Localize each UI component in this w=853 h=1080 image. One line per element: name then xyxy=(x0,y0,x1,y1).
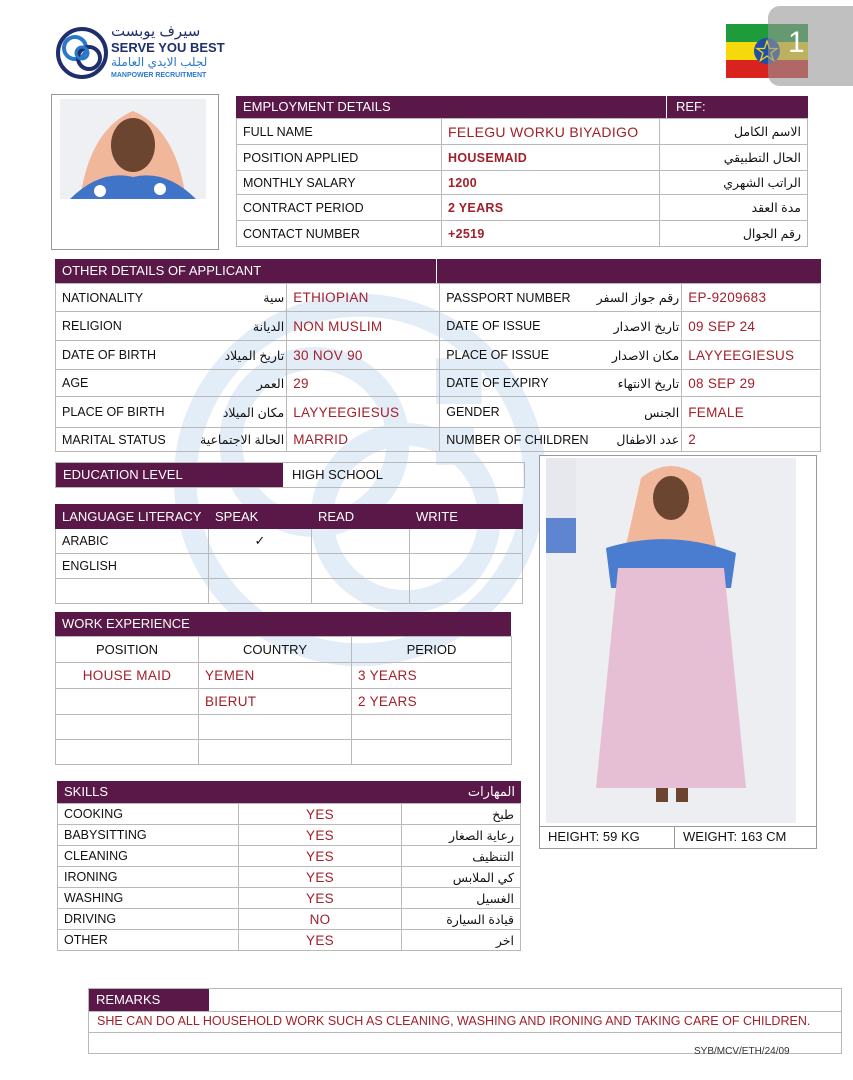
other-details-row xyxy=(56,341,821,370)
language-read xyxy=(312,529,410,554)
skill-value: NO xyxy=(239,909,402,930)
right-field-arabic: رقم جواز السفر xyxy=(595,284,682,312)
passport-photo-frame xyxy=(51,94,219,250)
language-name xyxy=(56,579,209,604)
weight-label: WEIGHT: 163 CM xyxy=(683,829,787,844)
work-period: 2 YEARS xyxy=(352,689,512,715)
logo-icon xyxy=(55,26,109,80)
work-table xyxy=(55,636,512,765)
work-row xyxy=(56,689,512,715)
left-field-label: MARITAL STATUS xyxy=(56,428,199,452)
skill-value: YES xyxy=(239,804,402,825)
skill-arabic: كي الملابس xyxy=(402,867,521,888)
skill-value: YES xyxy=(239,867,402,888)
skill-arabic: طبخ xyxy=(402,804,521,825)
company-logo xyxy=(55,22,225,86)
right-field-arabic: عدد الاطفال xyxy=(595,428,682,452)
language-read xyxy=(312,579,410,604)
work-row xyxy=(56,663,512,689)
lang-header-write: WRITE xyxy=(410,505,523,529)
full-body-photo xyxy=(546,458,796,823)
skill-name: IRONING xyxy=(58,867,239,888)
right-field-value: EP-9209683 xyxy=(682,284,821,312)
right-field-label: DATE OF ISSUE xyxy=(440,312,595,341)
employment-arabic-label: مدة العقد xyxy=(660,195,808,221)
language-row xyxy=(56,554,523,579)
skill-value: YES xyxy=(239,825,402,846)
left-field-label: RELIGION xyxy=(56,312,199,341)
logo-tagline: MANPOWER RECRUITMENT xyxy=(111,72,207,79)
left-field-arabic: سية xyxy=(198,284,287,312)
other-details-row xyxy=(56,397,821,428)
language-write xyxy=(410,554,523,579)
remarks-box xyxy=(88,988,842,1054)
skill-row xyxy=(58,825,521,846)
right-field-label: DATE OF EXPIRY xyxy=(440,370,595,397)
employment-value: HOUSEMAID xyxy=(442,145,660,171)
employment-row xyxy=(237,119,808,145)
employment-row xyxy=(237,145,808,171)
left-field-value: 30 NOV 90 xyxy=(287,341,440,370)
right-field-label: PLACE OF ISSUE xyxy=(440,341,595,370)
passport-photo xyxy=(60,99,206,199)
skill-value: YES xyxy=(239,930,402,951)
right-field-label: PASSPORT NUMBER xyxy=(440,284,595,312)
skills-title: SKILLS xyxy=(64,784,109,799)
skill-name: COOKING xyxy=(58,804,239,825)
employment-value: 1200 xyxy=(442,171,660,195)
education-label: EDUCATION LEVEL xyxy=(56,463,283,487)
full-body-photo-frame xyxy=(539,455,817,849)
work-country: BIERUT xyxy=(199,689,352,715)
employment-value: FELEGU WORKU BIYADIGO xyxy=(442,119,660,145)
skill-arabic: رعاية الصغار xyxy=(402,825,521,846)
logo-arabic-tagline: لجلب الايدي العاملة xyxy=(111,55,208,69)
left-field-arabic: الديانة xyxy=(198,312,287,341)
skills-arabic-title: المهارات xyxy=(467,784,515,799)
lang-header-literacy: LANGUAGE LITERACY xyxy=(56,505,209,529)
logo-brand: SERVE YOU BEST xyxy=(111,40,225,55)
left-field-label: NATIONALITY xyxy=(56,284,199,312)
employment-value: +2519 xyxy=(442,221,660,247)
language-speak xyxy=(209,554,312,579)
skill-name: WASHING xyxy=(58,888,239,909)
employment-header xyxy=(236,96,808,118)
skill-name: DRIVING xyxy=(58,909,239,930)
work-position: HOUSE MAID xyxy=(56,663,199,689)
skill-name: OTHER xyxy=(58,930,239,951)
work-col-position: POSITION xyxy=(56,637,199,663)
language-write xyxy=(410,529,523,554)
skills-header xyxy=(57,781,521,803)
work-title: WORK EXPERIENCE xyxy=(62,616,190,631)
skill-name: CLEANING xyxy=(58,846,239,867)
work-position xyxy=(56,740,199,765)
right-field-value: LAYYEEGIESUS xyxy=(682,341,821,370)
skill-row xyxy=(58,930,521,951)
employment-label: POSITION APPLIED xyxy=(237,145,442,171)
language-row xyxy=(56,529,523,554)
left-field-value: ETHIOPIAN xyxy=(287,284,440,312)
language-speak: ✓ xyxy=(209,529,312,554)
skill-row xyxy=(58,804,521,825)
other-details-row xyxy=(56,370,821,397)
employment-label: FULL NAME xyxy=(237,119,442,145)
right-field-arabic: تاريخ الانتهاء xyxy=(595,370,682,397)
skill-value: YES xyxy=(239,888,402,909)
left-field-arabic: مكان الميلاد xyxy=(198,397,287,428)
work-period xyxy=(352,740,512,765)
right-field-value: 08 SEP 29 xyxy=(682,370,821,397)
skill-row xyxy=(58,909,521,930)
employment-arabic-label: الاسم الكامل xyxy=(660,119,808,145)
left-field-value: MARRID xyxy=(287,428,440,452)
employment-label: CONTACT NUMBER xyxy=(237,221,442,247)
skill-row xyxy=(58,867,521,888)
skill-arabic: الغسيل xyxy=(402,888,521,909)
work-country: YEMEN xyxy=(199,663,352,689)
other-details-title: OTHER DETAILS OF APPLICANT xyxy=(62,263,262,278)
work-period: 3 YEARS xyxy=(352,663,512,689)
skill-arabic: اخر xyxy=(402,930,521,951)
left-field-label: DATE OF BIRTH xyxy=(56,341,199,370)
left-field-label: AGE xyxy=(56,370,199,397)
remarks-text: SHE CAN DO ALL HOUSEHOLD WORK SUCH AS CLEANING, WASHING AND IRONING AND TAKING CARE OF CHILDREN. xyxy=(97,1014,811,1028)
right-field-value: 09 SEP 24 xyxy=(682,312,821,341)
page-badge-number: 1 xyxy=(788,26,805,59)
language-table xyxy=(55,504,523,604)
skill-row xyxy=(58,888,521,909)
employment-row xyxy=(237,171,808,195)
lang-header-speak: SPEAK xyxy=(209,505,312,529)
employment-table xyxy=(236,118,808,247)
lang-header-read: READ xyxy=(312,505,410,529)
other-details-row xyxy=(56,312,821,341)
work-country xyxy=(199,715,352,740)
other-details-header xyxy=(55,259,821,283)
left-field-value: LAYYEEGIESUS xyxy=(287,397,440,428)
other-details-table xyxy=(55,283,821,452)
work-col-period: PERIOD xyxy=(352,637,512,663)
skill-arabic: التنظيف xyxy=(402,846,521,867)
work-country xyxy=(199,740,352,765)
work-period xyxy=(352,715,512,740)
height-label: HEIGHT: 59 KG xyxy=(548,829,640,844)
left-field-value: NON MUSLIM xyxy=(287,312,440,341)
other-details-row xyxy=(56,428,821,452)
work-row xyxy=(56,740,512,765)
employment-title: EMPLOYMENT DETAILS xyxy=(243,99,391,114)
work-header xyxy=(55,612,511,636)
right-field-value: 2 xyxy=(682,428,821,452)
right-field-value: FEMALE xyxy=(682,397,821,428)
skill-name: BABYSITTING xyxy=(58,825,239,846)
other-details-row xyxy=(56,284,821,312)
language-row xyxy=(56,579,523,604)
skill-arabic: قيادة السيارة xyxy=(402,909,521,930)
employment-arabic-label: رقم الجوال xyxy=(660,221,808,247)
left-field-label: PLACE OF BIRTH xyxy=(56,397,199,428)
logo-arabic-name: سيرف يوبست xyxy=(111,23,201,40)
document-code: SYB/MCV/ETH/24/09 xyxy=(694,1046,790,1057)
right-field-label: NUMBER OF CHILDREN xyxy=(440,428,595,452)
left-field-arabic: تاريخ الميلاد xyxy=(198,341,287,370)
work-col-country: COUNTRY xyxy=(199,637,352,663)
right-field-arabic: تاريخ الاصدار xyxy=(595,312,682,341)
work-position xyxy=(56,689,199,715)
employment-row xyxy=(237,221,808,247)
employment-value: 2 YEARS xyxy=(442,195,660,221)
right-field-label: GENDER xyxy=(440,397,595,428)
remarks-label: REMARKS xyxy=(89,989,209,1011)
employment-arabic-label: الراتب الشهري xyxy=(660,171,808,195)
left-field-arabic: العمر xyxy=(198,370,287,397)
skill-value: YES xyxy=(239,846,402,867)
employment-label: MONTHLY SALARY xyxy=(237,171,442,195)
work-row xyxy=(56,715,512,740)
left-field-arabic: الحالة الاجتماعية xyxy=(198,428,287,452)
skills-table xyxy=(57,803,521,951)
left-field-value: 29 xyxy=(287,370,440,397)
right-field-arabic: الجنس xyxy=(595,397,682,428)
employment-label: CONTRACT PERIOD xyxy=(237,195,442,221)
employment-arabic-label: الحال التطبيقي xyxy=(660,145,808,171)
language-name: ENGLISH xyxy=(56,554,209,579)
page-badge xyxy=(768,6,853,86)
language-name: ARABIC xyxy=(56,529,209,554)
ref-label: REF: xyxy=(676,99,706,114)
language-write xyxy=(410,579,523,604)
right-field-arabic: مكان الاصدار xyxy=(595,341,682,370)
language-read xyxy=(312,554,410,579)
work-position xyxy=(56,715,199,740)
employment-row xyxy=(237,195,808,221)
language-speak xyxy=(209,579,312,604)
skill-row xyxy=(58,846,521,867)
education-value: HIGH SCHOOL xyxy=(292,467,384,482)
education-row xyxy=(55,462,525,488)
